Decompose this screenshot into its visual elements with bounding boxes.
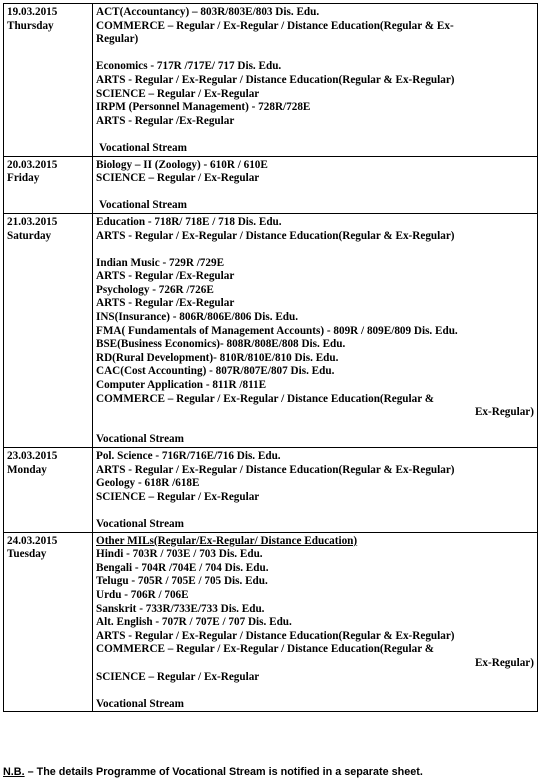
subjects-cell xyxy=(93,213,538,447)
subject-line: Bengali - 704R /704E / 704 Dis. Edu. xyxy=(96,561,269,574)
footnote-prefix: N.B. xyxy=(3,766,25,778)
table-row xyxy=(4,156,538,213)
subject-line: ARTS - Regular /Ex-Regular xyxy=(96,297,235,310)
table-row xyxy=(4,4,538,157)
exam-day: Monday xyxy=(7,463,47,476)
exam-day: Friday xyxy=(7,172,40,185)
subject-line: ARTS - Regular /Ex-Regular xyxy=(96,114,235,127)
subject-line: RD(Rural Development)- 810R/810E/810 Dis. Edu. xyxy=(96,351,339,364)
subject-line: Biology – II (Zoology) - 610R / 610E xyxy=(96,158,268,171)
subject-line: SCIENCE – Regular / Ex-Regular xyxy=(96,490,260,503)
exam-schedule-table xyxy=(3,3,538,712)
subject-line: IRPM (Personnel Management) - 728R/728E xyxy=(96,101,311,114)
exam-date: 21.03.2015 xyxy=(7,215,58,228)
exam-date: 20.03.2015 xyxy=(7,158,58,171)
date-cell xyxy=(4,156,93,213)
footnote xyxy=(3,766,423,778)
subject-line: Sanskrit - 733R/733E/733 Dis. Edu. xyxy=(96,602,265,615)
mil-heading: Other MILs(Regular/Ex-Regular/ Distance Education) xyxy=(96,534,358,547)
subject-line: Alt. English - 707R / 707E / 707 Dis. Edu. xyxy=(96,616,292,629)
subject-line: Urdu - 706R / 706E xyxy=(96,588,189,601)
subjects-cell xyxy=(93,532,538,712)
subjects-cell xyxy=(93,4,538,157)
vocational-stream-label: Vocational Stream xyxy=(96,517,184,530)
subject-line: Regular) xyxy=(96,33,139,46)
subject-line: ARTS - Regular / Ex-Regular / Distance Education(Regular & Ex-Regular) xyxy=(96,629,455,642)
subject-line: SCIENCE – Regular / Ex-Regular xyxy=(96,670,260,683)
subject-line: SCIENCE – Regular / Ex-Regular xyxy=(96,87,260,100)
exam-day: Saturday xyxy=(7,229,52,242)
exam-date: 19.03.2015 xyxy=(7,6,58,18)
subject-line: Pol. Science - 716R/716E/716 Dis. Edu. xyxy=(96,450,281,462)
subject-line: Geology - 618R /618E xyxy=(96,477,200,490)
subject-line: BSE(Business Economics)- 808R/808E/808 Dis. Edu. xyxy=(96,338,346,351)
vocational-stream-label: Vocational Stream xyxy=(96,697,184,710)
subject-line: Psychology - 726R /726E xyxy=(96,283,214,296)
footnote-text: – The details Programme of Vocational Stream is notified in a separate sheet. xyxy=(24,766,423,778)
date-cell xyxy=(4,4,93,157)
subjects-cell xyxy=(93,156,538,213)
subject-line: Economics - 717R /717E/ 717 Dis. Edu. xyxy=(96,60,282,73)
subjects-cell xyxy=(93,448,538,533)
table-row xyxy=(4,532,538,712)
table-row xyxy=(4,448,538,533)
subject-line: INS(Insurance) - 806R/806E/806 Dis. Edu. xyxy=(96,311,299,324)
subject-line: ARTS - Regular / Ex-Regular / Distance Education(Regular & Ex-Regular) xyxy=(96,463,455,476)
table-row xyxy=(4,213,538,447)
vocational-stream-label: Vocational Stream xyxy=(99,141,187,154)
vocational-stream-label: Vocational Stream xyxy=(96,433,184,446)
subject-line: SCIENCE – Regular / Ex-Regular xyxy=(96,172,260,185)
exam-date: 23.03.2015 xyxy=(7,450,58,462)
subject-line: Ex-Regular) xyxy=(474,406,534,419)
date-cell xyxy=(4,532,93,712)
subject-line: CAC(Cost Accounting) - 807R/807E/807 Dis. Edu. xyxy=(96,365,335,378)
date-cell xyxy=(4,448,93,533)
date-cell xyxy=(4,213,93,447)
subject-line: FMA( Fundamentals of Management Accounts) - 809R / 809E/809 Dis. Edu. xyxy=(96,324,458,337)
subject-line: Computer Application - 811R /811E xyxy=(96,379,267,392)
vocational-stream-label: Vocational Stream xyxy=(99,199,187,212)
subject-line: Ex-Regular) xyxy=(474,656,534,669)
subject-line: Hindi - 703R / 703E / 703 Dis. Edu. xyxy=(96,548,263,561)
subject-line: COMMERCE – Regular / Ex-Regular / Distance Education(Regular & xyxy=(96,643,435,656)
subject-line: Telugu - 705R / 705E / 705 Dis. Edu. xyxy=(96,575,268,588)
exam-date: 24.03.2015 xyxy=(7,534,58,547)
exam-day: Tuesday xyxy=(7,548,47,561)
subject-line: ARTS - Regular / Ex-Regular / Distance Education(Regular & Ex-Regular) xyxy=(96,229,455,242)
exam-day: Thursday xyxy=(7,19,54,32)
subject-line: ACT(Accountancy) – 803R/803E/803 Dis. Edu. xyxy=(96,6,320,18)
subject-line: ARTS - Regular / Ex-Regular / Distance Education(Regular & Ex-Regular) xyxy=(96,73,455,86)
subject-line: ARTS - Regular /Ex-Regular xyxy=(96,270,235,283)
subject-line: COMMERCE – Regular / Ex-Regular / Distance Education(Regular & Ex- xyxy=(96,19,454,32)
subject-line: Indian Music - 729R /729E xyxy=(96,256,225,269)
subject-line: Education - 718R/ 718E / 718 Dis. Edu. xyxy=(96,215,282,228)
subject-line: COMMERCE – Regular / Ex-Regular / Distance Education(Regular & xyxy=(96,392,435,405)
